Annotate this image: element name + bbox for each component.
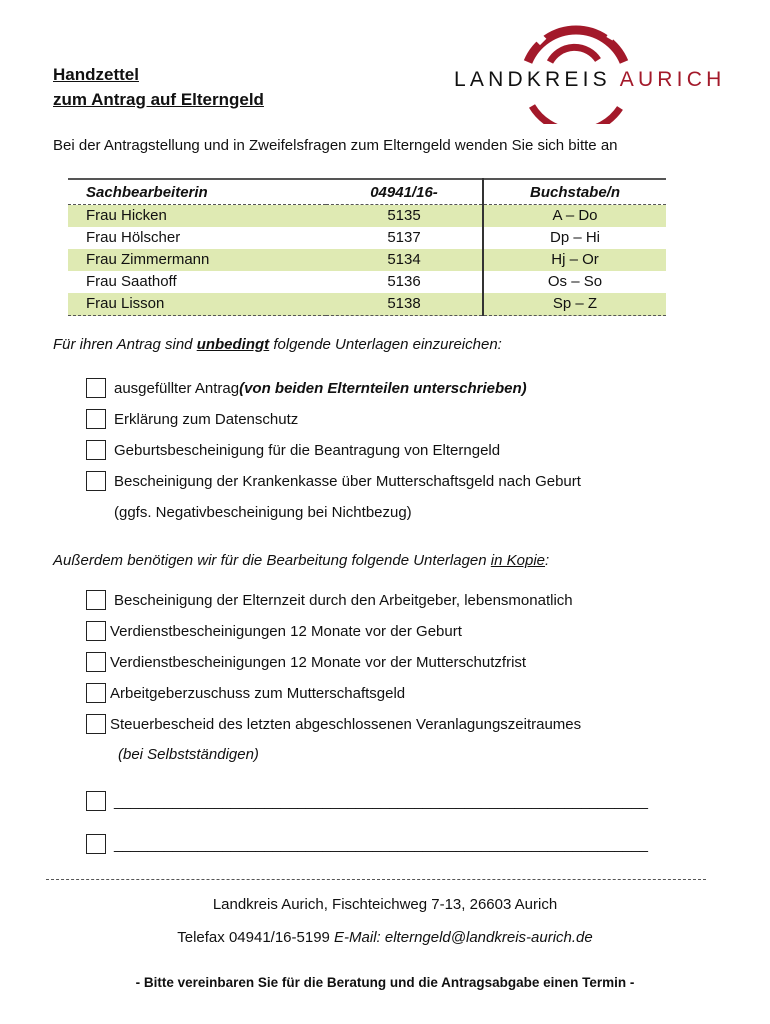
section1-heading — [53, 336, 502, 353]
checklist-item-datenschutz — [86, 409, 298, 429]
checklist-item-arbeitgeberzuschuss — [86, 683, 405, 703]
item-text: Arbeitgeberzuschuss zum Mutterschaftsgeld — [110, 684, 406, 702]
section1-note: (ggfs. Negativbescheinigung bei Nichtbezug) — [114, 504, 412, 521]
contact-name: Frau Zimmermann — [68, 249, 326, 271]
item-text: Steuerbescheid des letzten abgeschlossenen Veranlagungszeitraumes — [110, 715, 582, 733]
contact-letters: Hj – Or — [483, 249, 666, 271]
contact-letters: A – Do — [483, 205, 666, 228]
item-text: Verdienstbescheinigungen 12 Monate vor der Mutterschutzfrist — [110, 653, 527, 671]
footer-address: Landkreis Aurich, Fischteichweg 7-13, 26603 Aurich — [212, 896, 558, 913]
header-sachbearbeiterin: Sachbearbeiterin — [68, 179, 326, 205]
checklist-item-verdienst-mutterschutz — [86, 652, 526, 672]
section2-note: (bei Selbstständigen) — [118, 746, 259, 763]
checklist-item-geburtsbescheinigung — [86, 440, 500, 460]
checkbox[interactable] — [86, 471, 106, 491]
checkbox[interactable] — [86, 409, 106, 429]
contact-letters: Dp – Hi — [549, 229, 601, 246]
header-buchstaben: Buchstabe/n — [483, 179, 666, 205]
item-emphasis: (von beiden Elternteilen unterschrieben) — [239, 379, 527, 397]
checklist-item-antrag — [86, 378, 527, 398]
item-text: Geburtsbescheinigung für die Beantragung von Elterngeld — [114, 441, 501, 459]
item-text: Erklärung zum Datenschutz — [114, 410, 299, 428]
contact-name: Frau Hicken — [68, 205, 326, 228]
section2-prefix: Außerdem benötigen wir für die Bearbeitung folgende Unterlagen — [53, 552, 491, 569]
footer-fax: Telefax 04941/16-5199 — [177, 929, 335, 946]
page-title — [53, 62, 264, 112]
title-line-2: zum Antrag auf Elterngeld — [53, 90, 264, 109]
contact-extension: 5137 — [326, 227, 483, 249]
checkbox[interactable] — [86, 834, 106, 854]
blank-line[interactable]: ________________________________________________________________ — [114, 792, 648, 810]
section1-emphasis: unbedingt — [196, 336, 270, 353]
checkbox[interactable] — [86, 791, 106, 811]
section1-prefix: Für ihren Antrag sind — [53, 336, 197, 353]
contact-extension: 5135 — [326, 205, 483, 228]
footer-divider — [46, 879, 706, 880]
intro-text: Bei der Antragstellung und in Zweifelsfragen zum Elterngeld wenden Sie sich bitte an — [53, 137, 618, 154]
section1-suffix: folgende Unterlagen einzureichen: — [269, 336, 502, 353]
section2-emphasis: in Kopie — [490, 552, 545, 569]
checkbox[interactable] — [86, 714, 106, 734]
contact-extension: 5138 — [326, 293, 483, 316]
contacts-table — [68, 178, 666, 316]
checkbox[interactable] — [86, 683, 106, 703]
table-header-row — [68, 179, 666, 205]
contact-extension: 5136 — [326, 271, 483, 293]
checkbox[interactable] — [86, 378, 106, 398]
title-line-1: Handzettel — [53, 65, 139, 84]
table-row — [68, 205, 666, 228]
contact-name: Frau Hölscher — [86, 229, 181, 246]
blank-line[interactable]: ________________________________________________________________ — [114, 835, 648, 853]
item-text: Bescheinigung der Elternzeit durch den Arbeitgeber, lebensmonatlich — [114, 591, 573, 609]
table-row — [68, 293, 666, 316]
header-phone: 04941/16- — [326, 179, 483, 205]
checklist-item-krankenkasse — [86, 471, 581, 491]
table-row — [68, 249, 666, 271]
item-text: ausgefüllter Antrag — [114, 379, 240, 397]
landkreis-aurich-logo — [448, 24, 728, 124]
checklist-item-blank-1 — [86, 791, 648, 811]
checklist-item-elternzeit — [86, 590, 573, 610]
checkbox[interactable] — [86, 652, 106, 672]
table-row — [68, 271, 666, 293]
logo-word-landkreis: LANDKREIS — [454, 68, 611, 91]
contact-letters: Sp – Z — [483, 293, 666, 316]
checklist-item-steuerbescheid — [86, 714, 581, 734]
footer-email[interactable]: E-Mail: elterngeld@landkreis-aurich.de — [334, 929, 593, 946]
footer-notice: - Bitte vereinbaren Sie für die Beratung und die Antragsabgabe einen Termin - — [135, 975, 635, 990]
checkbox[interactable] — [86, 440, 106, 460]
contact-letters: Os – So — [547, 273, 603, 290]
contact-name: Frau Saathoff — [86, 273, 177, 290]
checklist-item-blank-2 — [86, 834, 648, 854]
contact-name: Frau Lisson — [68, 293, 326, 316]
checkbox[interactable] — [86, 590, 106, 610]
section2-heading — [53, 552, 549, 569]
section2-suffix: : — [545, 552, 550, 569]
contact-extension: 5134 — [326, 249, 483, 271]
checkbox[interactable] — [86, 621, 106, 641]
footer-contact — [0, 929, 770, 946]
logo-text — [454, 68, 725, 92]
checklist-item-verdienst-geburt — [86, 621, 462, 641]
table-row — [68, 227, 666, 249]
item-text: Bescheinigung der Krankenkasse über Mutterschaftsgeld nach Geburt — [114, 472, 581, 490]
item-text: Verdienstbescheinigungen 12 Monate vor der Geburt — [110, 622, 462, 640]
logo-word-aurich: AURICH — [619, 68, 726, 91]
